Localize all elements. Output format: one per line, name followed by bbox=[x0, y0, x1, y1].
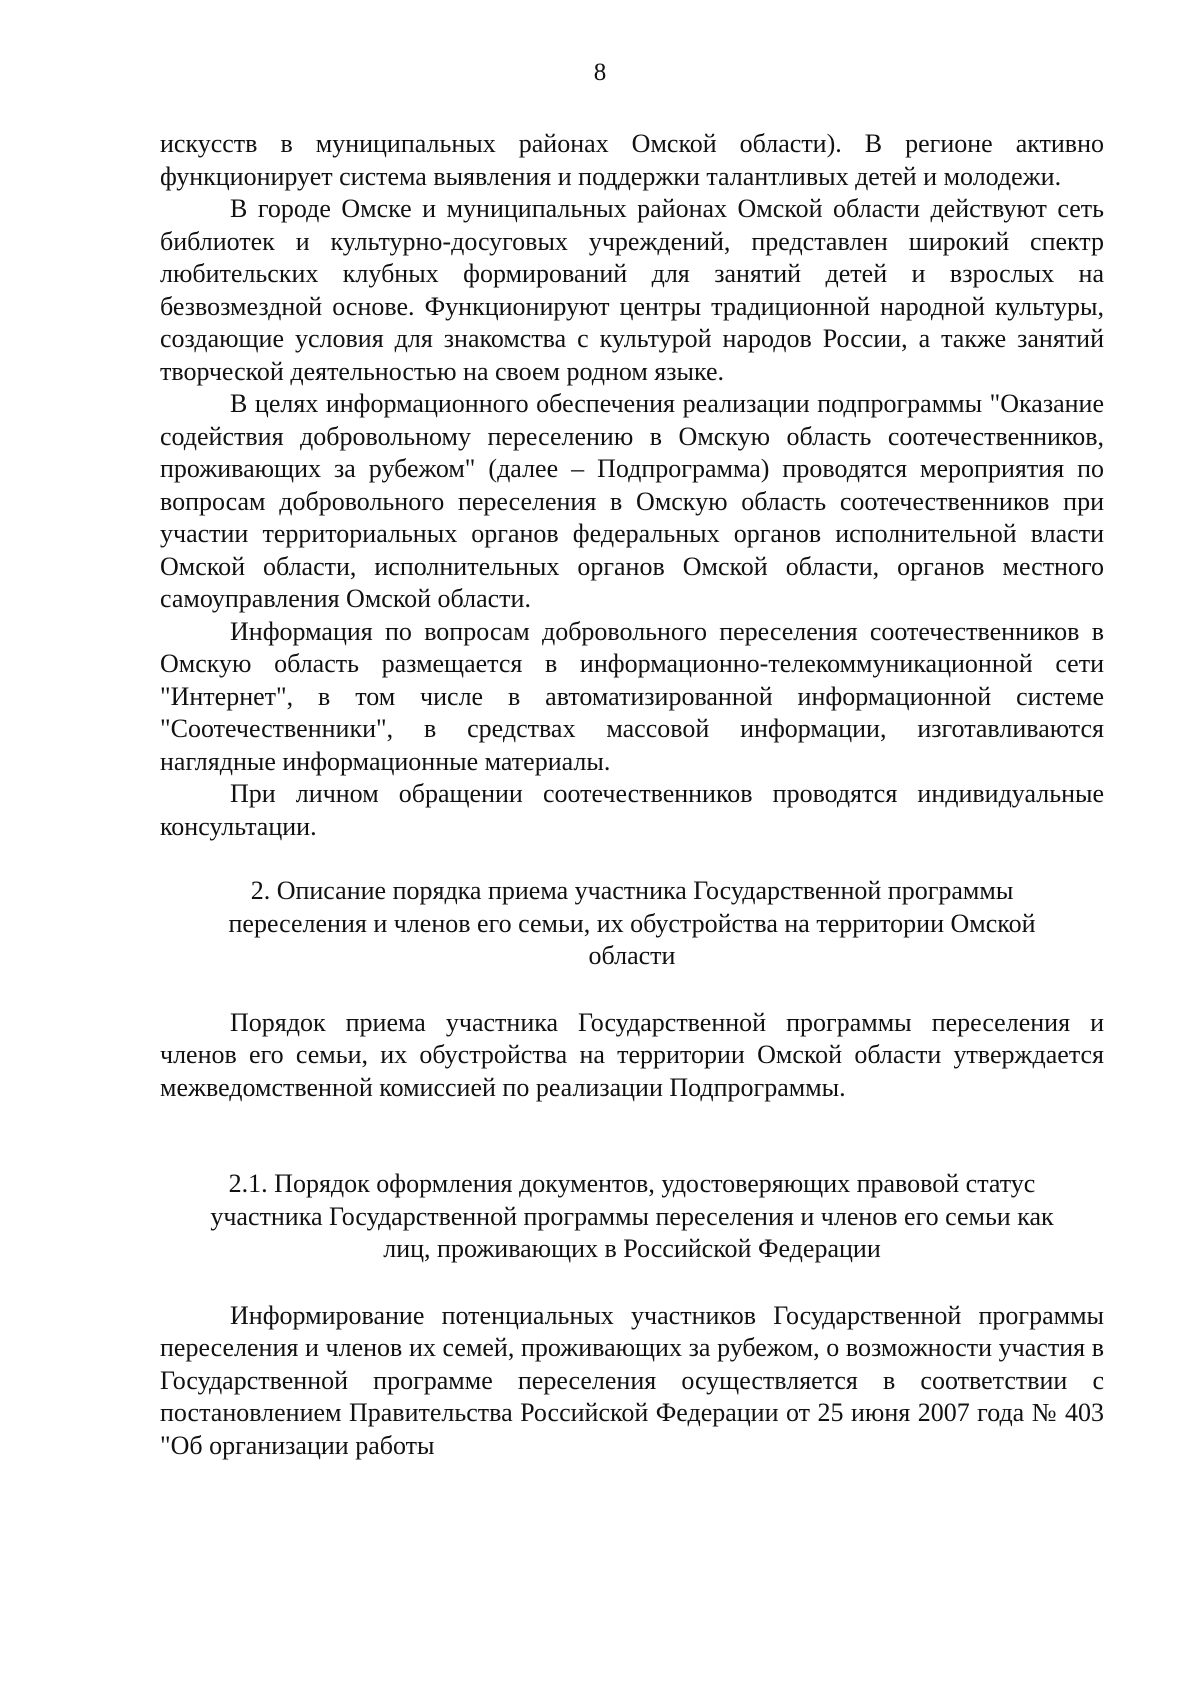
page-number: 8 bbox=[593, 59, 607, 86]
section-2-1-heading: 2.1. Порядок оформления документов, удостоверяющих правовой статус участника Государственной программы переселения и членов его семьи как лиц, проживающих в Российской Федерации bbox=[210, 1169, 1054, 1263]
paragraph-3: В целях информационного обеспечения реализации подпрограммы "Оказание содействия добровольному переселению в Омскую область соотечественников, проживающих за рубежом" (далее – Подпрограмма) проводятся мероприятия по вопросам добровольного переселения в Омскую область соотечественников при участии территориальных органов федеральных органов исполнительной власти Омской области, исполнительных органов Омской области, органов местного самоуправления Омской области. bbox=[160, 389, 1104, 613]
spacer bbox=[160, 1266, 1104, 1300]
section-2-text: Порядок приема участника Государственной программы переселения и членов его семьи, их обустройства на территории Омской области утверждается межведомственной комиссией по реализации Подпрограммы. bbox=[160, 1007, 1104, 1102]
paragraph-1: искусств в муниципальных районах Омской области). В регионе активно функционирует система выявления и поддержки талантливых детей и молодежи. bbox=[160, 129, 1104, 191]
paragraph-2: В городе Омске и муниципальных районах Омской области действуют сеть библиотек и культурно-досуговых учреждений, представлен широкий спектр любительских клубных формирований для занятий детей и взрослых на безвозмездной основе. Функционируют центры традиционной народной культуры, создающие условия для знакомства с культурой народов России, а также занятий творческой деятельностью на своем родном языке. bbox=[160, 194, 1104, 386]
spacer bbox=[160, 1104, 1104, 1168]
section-2-1-text: Информирование потенциальных участников Государственной программы переселения и членов их семей, проживающих за рубежом, о возможности участия в Государственной программе переселения осуществляется в соответствии с постановлением Правительства Российской Федерации от 25 июня 2007 года № 403 "Об организации работы bbox=[160, 1300, 1104, 1460]
paragraph-5: При личном обращении соотечественников проводятся индивидуальные консультации. bbox=[160, 779, 1104, 841]
spacer bbox=[160, 973, 1104, 1007]
spacer bbox=[160, 843, 1104, 875]
paragraph-4: Информация по вопросам добровольного переселения соотечественников в Омскую область размещается в информационно-телекоммуникационной сети "Интернет", в том числе в автоматизированной информационной системе "Соотечественники", в средствах массовой информации, изготавливаются наглядные информационные материалы. bbox=[160, 616, 1104, 776]
document-body bbox=[160, 128, 1104, 1462]
section-2-heading: 2. Описание порядка приема участника Государственной программы переселения и членов его семьи, их обустройства на территории Омской области bbox=[228, 876, 1036, 970]
